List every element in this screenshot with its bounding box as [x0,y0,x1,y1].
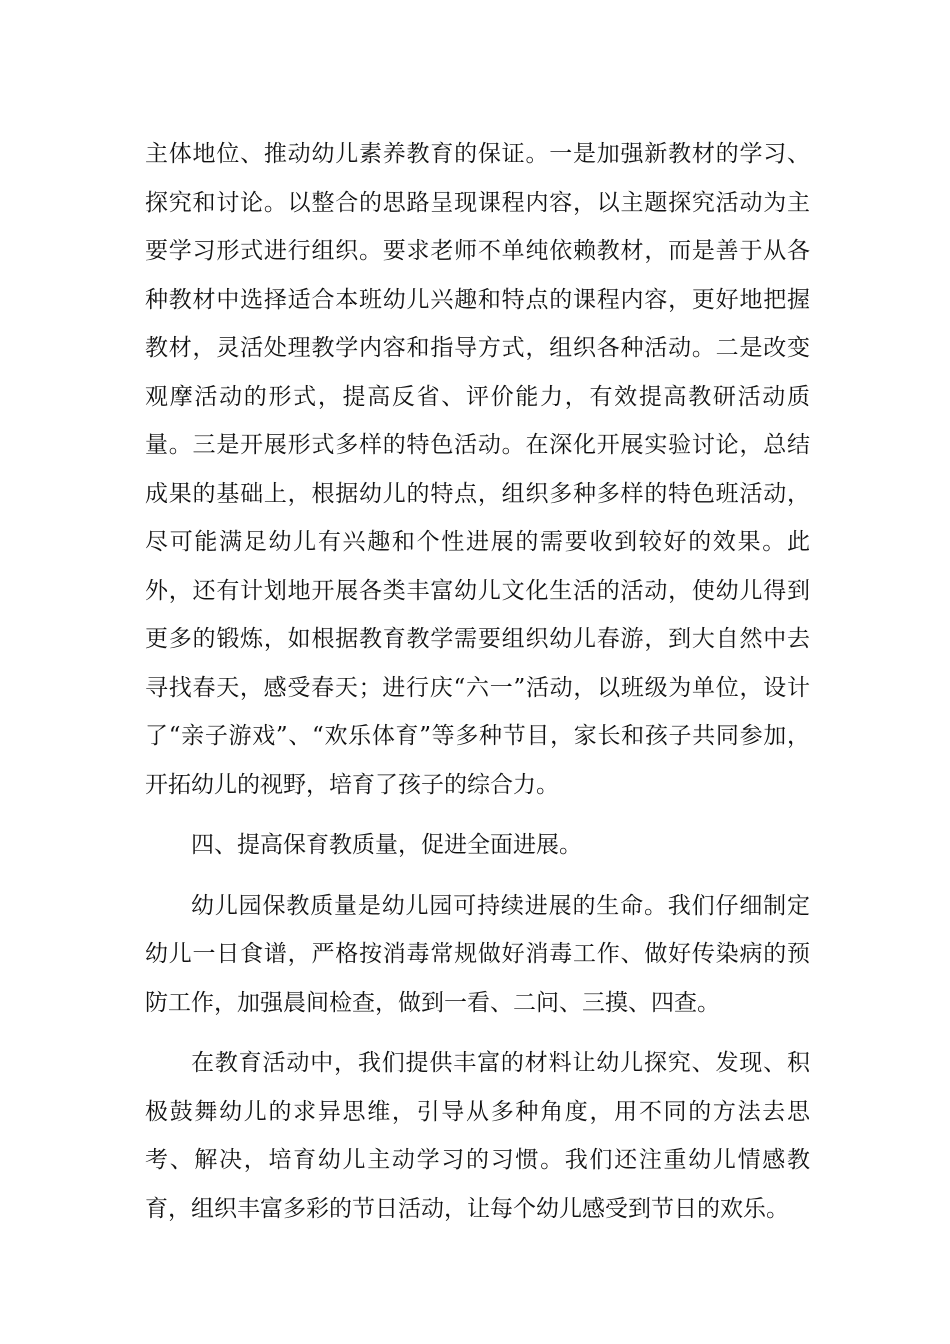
body-paragraph: 在教育活动中，我们提供丰富的材料让幼儿探究、发现、积极鼓舞幼儿的求异思维，引导从多种角度，用不同的方法去思考、解决，培育幼儿主动学习的习惯。我们还注重幼儿情感教育，组织丰富多彩的节日活动，让每个幼儿感受到节日的欢乐。 [145,1050,810,1222]
section-heading: 四、提高保育教质量，促进全面进展。 [191,832,582,858]
body-paragraph: 幼儿园保教质量是幼儿园可持续进展的生命。我们仔细制定幼儿一日食谱，严格按消毒常规做好消毒工作、做好传染病的预防工作，加强晨间检查，做到一看、二问、三摸、四查。 [145,892,810,1016]
body-paragraph-continued: 主体地位、推动幼儿素养教育的保证。一是加强新教材的学习、探究和讨论。以整合的思路呈现课程内容，以主题探究活动为主要学习形式进行组织。要求老师不单纯依赖教材，而是善于从各种教材中选择适合本班幼儿兴趣和特点的课程内容，更好地把握教材，灵活处理教学内容和指导方式，组织各种活动。二是改变观摩活动的形式，提高反省、评价能力，有效提高教研活动质量。三是开展形式多样的特色活动。在深化开展实验讨论，总结成果的基础上，根据幼儿的特点，组织多种多样的特色班活动，尽可能满足幼儿有兴趣和个性进展的需要收到较好的效果。此外，还有计划地开展各类丰富幼儿文化生活的活动，使幼儿得到更多的锻炼，如根据教育教学需要组织幼儿春游，到大自然中去寻找春天，感受春天；进行庆“六一”活动，以班级为单位，设计了“亲子游戏”、“欢乐体育”等多种节目，家长和孩子共同参加，开拓幼儿的视野，培育了孩子的综合力。 [145,141,810,798]
document-body [145,130,810,1233]
